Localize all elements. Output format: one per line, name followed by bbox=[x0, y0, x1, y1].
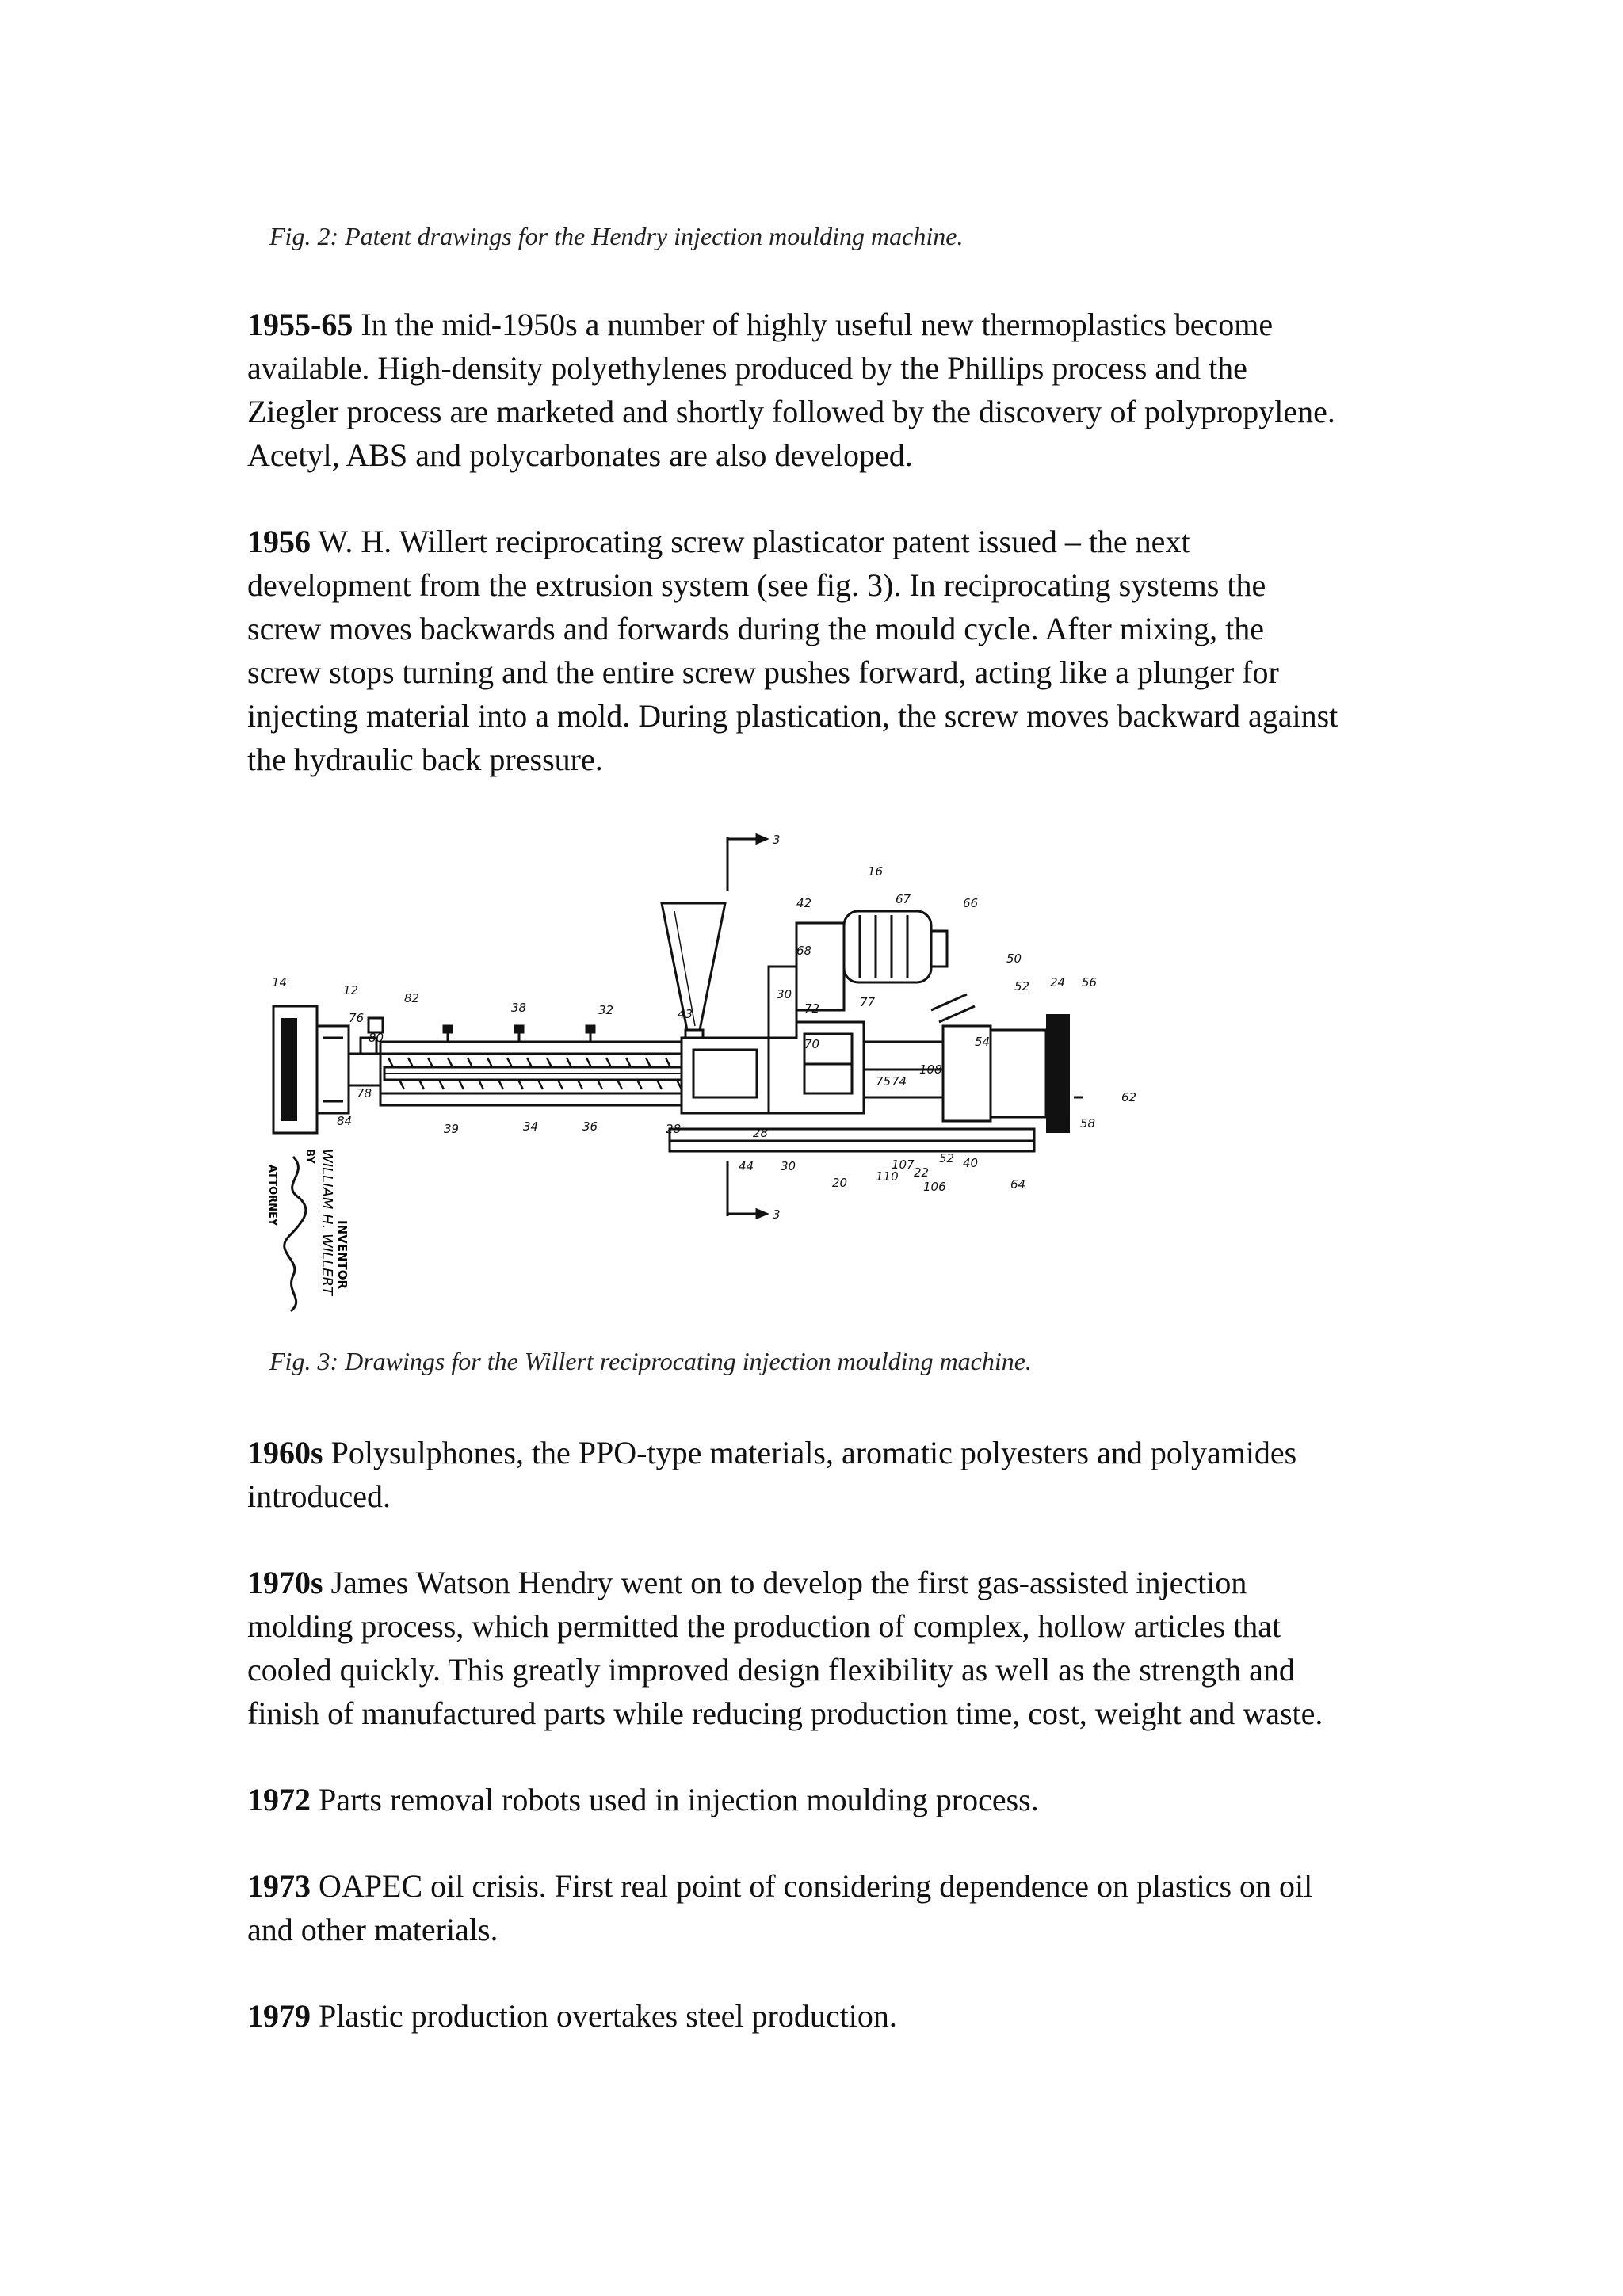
inventor-name: WILLIAM H. WILLERT bbox=[319, 1149, 335, 1296]
part-label: 77 bbox=[860, 995, 876, 1009]
entry-text: Plastic production overtakes steel production. bbox=[311, 1998, 897, 2034]
part-label: 24 bbox=[1050, 975, 1066, 990]
entry-line: and other materials. bbox=[247, 1912, 498, 1947]
entry-1960s bbox=[247, 1431, 1404, 1518]
entry-text: Polysulphones, the PPO-type materials, aromatic polyesters and polyamides bbox=[323, 1435, 1297, 1470]
entry-year: 1955-65 bbox=[247, 307, 353, 342]
part-label: 70 bbox=[804, 1037, 820, 1051]
part-label: 52 bbox=[939, 1151, 955, 1165]
part-label: 64 bbox=[1010, 1177, 1026, 1192]
entry-line: Acetyl, ABS and polycarbonates are also developed. bbox=[247, 437, 913, 473]
entry-text: James Watson Hendry went on to develop the first gas-assisted injection bbox=[323, 1565, 1247, 1600]
part-label: 67 bbox=[896, 892, 911, 906]
entry-text: OAPEC oil crisis. First real point of considering dependence on plastics on oil bbox=[311, 1868, 1313, 1904]
part-label: 58 bbox=[1080, 1116, 1096, 1131]
part-label: 12 bbox=[343, 983, 359, 997]
entry-1956 bbox=[247, 520, 1404, 781]
entry-line bbox=[247, 1431, 1404, 1474]
part-label: 42 bbox=[796, 896, 812, 910]
part-label: 14 bbox=[272, 975, 288, 990]
part-label: 84 bbox=[337, 1114, 353, 1128]
part-label: 110 bbox=[876, 1169, 899, 1184]
entry-year: 1970s bbox=[247, 1565, 323, 1600]
part-label: 40 bbox=[963, 1156, 979, 1170]
entry-line: introduced. bbox=[247, 1478, 391, 1514]
part-label: 54 bbox=[975, 1035, 991, 1049]
part-label: 36 bbox=[582, 1119, 598, 1134]
entry-text: W. H. Willert reciprocating screw plasticator patent issued – the next bbox=[311, 524, 1190, 559]
part-label: 22 bbox=[914, 1165, 930, 1180]
part-label: 44 bbox=[739, 1159, 754, 1173]
part-label: 30 bbox=[777, 987, 792, 1001]
part-label: 72 bbox=[804, 1001, 820, 1016]
part-label: 50 bbox=[1006, 952, 1022, 966]
entry-year: 1979 bbox=[247, 1998, 311, 2034]
part-label: 16 bbox=[868, 864, 884, 879]
signature-drawing bbox=[285, 1157, 306, 1311]
entry-line bbox=[247, 1864, 1404, 1908]
part-label: 3 bbox=[773, 1207, 781, 1222]
part-label: 62 bbox=[1121, 1090, 1137, 1104]
part-label: 3 bbox=[773, 833, 781, 847]
inventor-label: INVENTOR bbox=[335, 1220, 349, 1290]
entry-line bbox=[247, 1994, 1404, 2038]
entry-line: screw moves backwards and forwards during the mould cycle. After mixing, the bbox=[247, 611, 1264, 646]
part-label: 20 bbox=[832, 1176, 848, 1190]
part-label: 32 bbox=[598, 1003, 614, 1017]
figure-2-caption: Fig. 2: Patent drawings for the Hendry injection moulding machine. bbox=[269, 222, 964, 250]
part-label: 75 bbox=[876, 1074, 892, 1089]
entry-year: 1956 bbox=[247, 524, 311, 559]
entry-1973 bbox=[247, 1864, 1404, 1951]
figure-3-patent-drawing bbox=[250, 828, 1153, 1327]
entry-1970s bbox=[247, 1561, 1404, 1735]
entry-line: Ziegler process are marketed and shortly followed by the discovery of polypropylene. bbox=[247, 394, 1335, 429]
part-label: 107 bbox=[892, 1158, 915, 1172]
entry-line: development from the extrusion system (see fig. 3). In reciprocating systems the bbox=[247, 567, 1266, 603]
injection-machine-drawing bbox=[250, 828, 1153, 1327]
entry-1955-65 bbox=[247, 303, 1404, 477]
part-label: 78 bbox=[357, 1086, 372, 1100]
entry-1972 bbox=[247, 1778, 1404, 1821]
entry-year: 1960s bbox=[247, 1435, 323, 1470]
part-label: 28 bbox=[753, 1126, 769, 1140]
part-label: 80 bbox=[369, 1031, 384, 1045]
part-label: 28 bbox=[666, 1122, 682, 1136]
part-label: 76 bbox=[349, 1011, 365, 1025]
part-label: 82 bbox=[404, 991, 420, 1005]
part-label: 68 bbox=[796, 944, 812, 958]
part-label: 52 bbox=[1014, 979, 1030, 994]
part-label: 30 bbox=[781, 1159, 796, 1173]
entry-line: screw stops turning and the entire screw pushes forward, acting like a plunger for bbox=[247, 654, 1279, 690]
part-label: 39 bbox=[444, 1122, 460, 1136]
part-label: 106 bbox=[923, 1180, 946, 1194]
entry-line: injecting material into a mold. During plastication, the screw moves backward against bbox=[247, 698, 1338, 734]
part-label: 43 bbox=[678, 1007, 693, 1021]
entry-line: molding process, which permitted the production of complex, hollow articles that bbox=[247, 1608, 1281, 1644]
attorney-label: ATTORNEY bbox=[266, 1165, 278, 1226]
by-label: BY bbox=[304, 1149, 315, 1164]
part-label: 38 bbox=[511, 1001, 527, 1015]
entry-line: the hydraulic back pressure. bbox=[247, 742, 603, 777]
part-label: 66 bbox=[963, 896, 979, 910]
entry-line: cooled quickly. This greatly improved design flexibility as well as the strength and bbox=[247, 1652, 1295, 1688]
part-label: 108 bbox=[919, 1062, 942, 1077]
entry-line bbox=[247, 303, 1404, 346]
entry-line bbox=[247, 1778, 1404, 1821]
entry-line bbox=[247, 1561, 1404, 1604]
entry-year: 1973 bbox=[247, 1868, 311, 1904]
entry-1979 bbox=[247, 1994, 1404, 2038]
part-label: 56 bbox=[1082, 975, 1098, 990]
entry-year: 1972 bbox=[247, 1782, 311, 1817]
part-label: 34 bbox=[523, 1119, 539, 1134]
figure-3-caption: Fig. 3: Drawings for the Willert reciprocating injection moulding machine. bbox=[269, 1347, 1032, 1375]
entry-text: In the mid-1950s a number of highly useful new thermoplastics become bbox=[353, 307, 1274, 342]
part-label: 60 bbox=[1054, 1116, 1070, 1131]
entry-line: available. High-density polyethylenes produced by the Phillips process and the bbox=[247, 350, 1247, 386]
entry-text: Parts removal robots used in injection moulding process. bbox=[311, 1782, 1039, 1817]
entry-line bbox=[247, 520, 1404, 563]
entry-line: finish of manufactured parts while reducing production time, cost, weight and waste. bbox=[247, 1695, 1323, 1731]
part-label: 74 bbox=[892, 1074, 907, 1089]
inventor-block bbox=[266, 1149, 349, 1311]
